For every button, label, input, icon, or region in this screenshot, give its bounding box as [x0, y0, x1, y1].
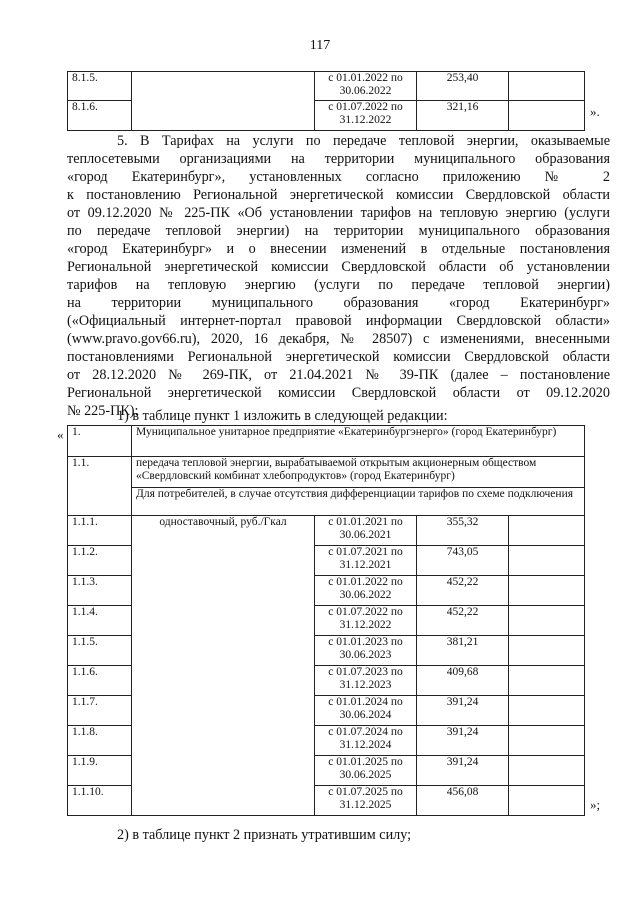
text-line: № 225-ПК): [67, 403, 139, 419]
tariff-value: 409,68 [417, 666, 509, 696]
closing-quote: »; [590, 797, 601, 812]
service-number: 1.1. [68, 457, 132, 516]
tariff-value: 452,22 [417, 576, 509, 606]
closing-quote: ». [590, 104, 600, 119]
empty-cell [509, 576, 585, 606]
row-number: 8.1.6. [68, 101, 132, 131]
service-row [68, 457, 585, 488]
row-number: 8.1.5. [68, 72, 132, 101]
empty-cell [509, 546, 585, 576]
service-name: передача тепловой энергии, вырабатываемой открытым акционерным обществом «Свердловский комбинат хлебопродуктов» (город Екатеринбург) [132, 457, 585, 488]
tariff-value: 391,24 [417, 756, 509, 786]
tariff-table [67, 425, 585, 816]
period-cell: с 01.01.2025 по 30.06.2025 [315, 756, 417, 786]
row-number: 1.1.3. [68, 576, 132, 606]
tariff-value: 321,16 [417, 101, 509, 131]
empty-cell [509, 726, 585, 756]
text-line: (www.pravo.gov66.ru), 2020, 16 декабря, № 28507) с изменениями, внесенными [67, 331, 610, 347]
tariff-value: 355,32 [417, 516, 509, 546]
text-line: постановлениями Региональной энергетической комиссии Свердловской области [67, 349, 610, 365]
opening-quote: « [57, 427, 64, 442]
text-line: по передаче тепловой энергии) на территории муниципального образования [67, 223, 610, 239]
subitem-1 [67, 407, 610, 425]
period-cell: с 01.07.2021 по 31.12.2021 [315, 546, 417, 576]
rate-cell [132, 72, 315, 131]
period-cell: с 01.01.2024 по 30.06.2024 [315, 696, 417, 726]
tariff-value: 253,40 [417, 72, 509, 101]
period-cell: с 01.07.2022 по 31.12.2022 [315, 101, 417, 131]
tariff-value: 452,22 [417, 606, 509, 636]
org-row [68, 426, 585, 457]
period-cell: с 01.01.2022 по 30.06.2022 [315, 72, 417, 101]
text-line: от 09.12.2020 № 225-ПК «Об установлении тарифов на тепловую энергию (услуги [67, 205, 610, 221]
page-number: 117 [309, 38, 331, 53]
empty-cell [509, 636, 585, 666]
row-number: 1.1.10. [68, 786, 132, 816]
period-cell: с 01.01.2021 по 30.06.2021 [315, 516, 417, 546]
row-number: 1.1.6. [68, 666, 132, 696]
row-number: 1.1.5. [68, 636, 132, 666]
tariff-value: 456,08 [417, 786, 509, 816]
tariff-value: 381,21 [417, 636, 509, 666]
text-line: Региональной энергетической комиссии Свердловской области об установлении [67, 259, 610, 275]
subitem-1-text: 1) в таблице пункт 1 изложить в следующей редакции: [117, 408, 448, 424]
text-line: («Официальный интернет-портал правовой информации Свердловской области» [67, 313, 610, 329]
empty-cell [509, 606, 585, 636]
empty-cell [509, 72, 585, 101]
paragraph-5 [67, 132, 610, 420]
row-number: 1.1.1. [68, 516, 132, 546]
text-line: к постановлению Региональной энергетической комиссии Свердловской области [67, 187, 610, 203]
row-number: 1.1.4. [68, 606, 132, 636]
period-cell: с 01.01.2022 по 30.06.2022 [315, 576, 417, 606]
text-line: на территории муниципального образования «город Екатеринбург» [67, 295, 610, 311]
row-number: 1.1.9. [68, 756, 132, 786]
consumers-row [68, 488, 585, 516]
period-cell: с 01.07.2022 по 31.12.2022 [315, 606, 417, 636]
text-line: «город Екатеринбург», установленных согласно приложению № 2 [67, 169, 610, 185]
continuation-table [67, 71, 585, 131]
tariff-value: 743,05 [417, 546, 509, 576]
empty-cell [509, 696, 585, 726]
row-number: 1.1.2. [68, 546, 132, 576]
row-number: 1.1.7. [68, 696, 132, 726]
empty-cell [509, 666, 585, 696]
consumers-note: Для потребителей, в случае отсутствия дифференциации тарифов по схеме подключения [132, 488, 585, 516]
period-cell: с 01.01.2023 по 30.06.2023 [315, 636, 417, 666]
period-cell: с 01.07.2025 по 31.12.2025 [315, 786, 417, 816]
tariff-value: 391,24 [417, 696, 509, 726]
org-name: Муниципальное унитарное предприятие «Екатеринбургэнерго» (город Екатеринбург) [132, 426, 585, 457]
subitem-2 [67, 826, 610, 844]
tariff-value: 391,24 [417, 726, 509, 756]
empty-cell [509, 516, 585, 546]
row-number: 1.1.8. [68, 726, 132, 756]
period-cell: с 01.07.2023 по 31.12.2023 [315, 666, 417, 696]
org-number: 1. [68, 426, 132, 457]
text-line: «город Екатеринбург» и о внесении изменений в отдельные постановления [67, 241, 610, 257]
table-row [68, 72, 585, 101]
text-line: Региональной энергетической комиссии Свердловской области от 09.12.2020 [67, 385, 610, 401]
empty-cell [509, 101, 585, 131]
text-line: тарифов на тепловую энергию (услуги по передаче тепловой энергии) [67, 277, 610, 293]
text-line: теплосетевыми организациями на территории муниципального образования [67, 151, 610, 167]
text-line: от 28.12.2020 № 269-ПК, от 21.04.2021 № 39-ПК (далее – постановление [67, 367, 610, 383]
rate-type: одноставочный, руб./Гкал [132, 516, 315, 816]
empty-cell [509, 786, 585, 816]
empty-cell [509, 756, 585, 786]
subitem-2-text: 2) в таблице пункт 2 признать утратившим силу; [117, 827, 412, 843]
text-line: 5. В Тарифах на услуги по передаче тепловой энергии, оказываемые [117, 133, 610, 149]
period-cell: с 01.07.2024 по 31.12.2024 [315, 726, 417, 756]
table-row [68, 516, 585, 546]
